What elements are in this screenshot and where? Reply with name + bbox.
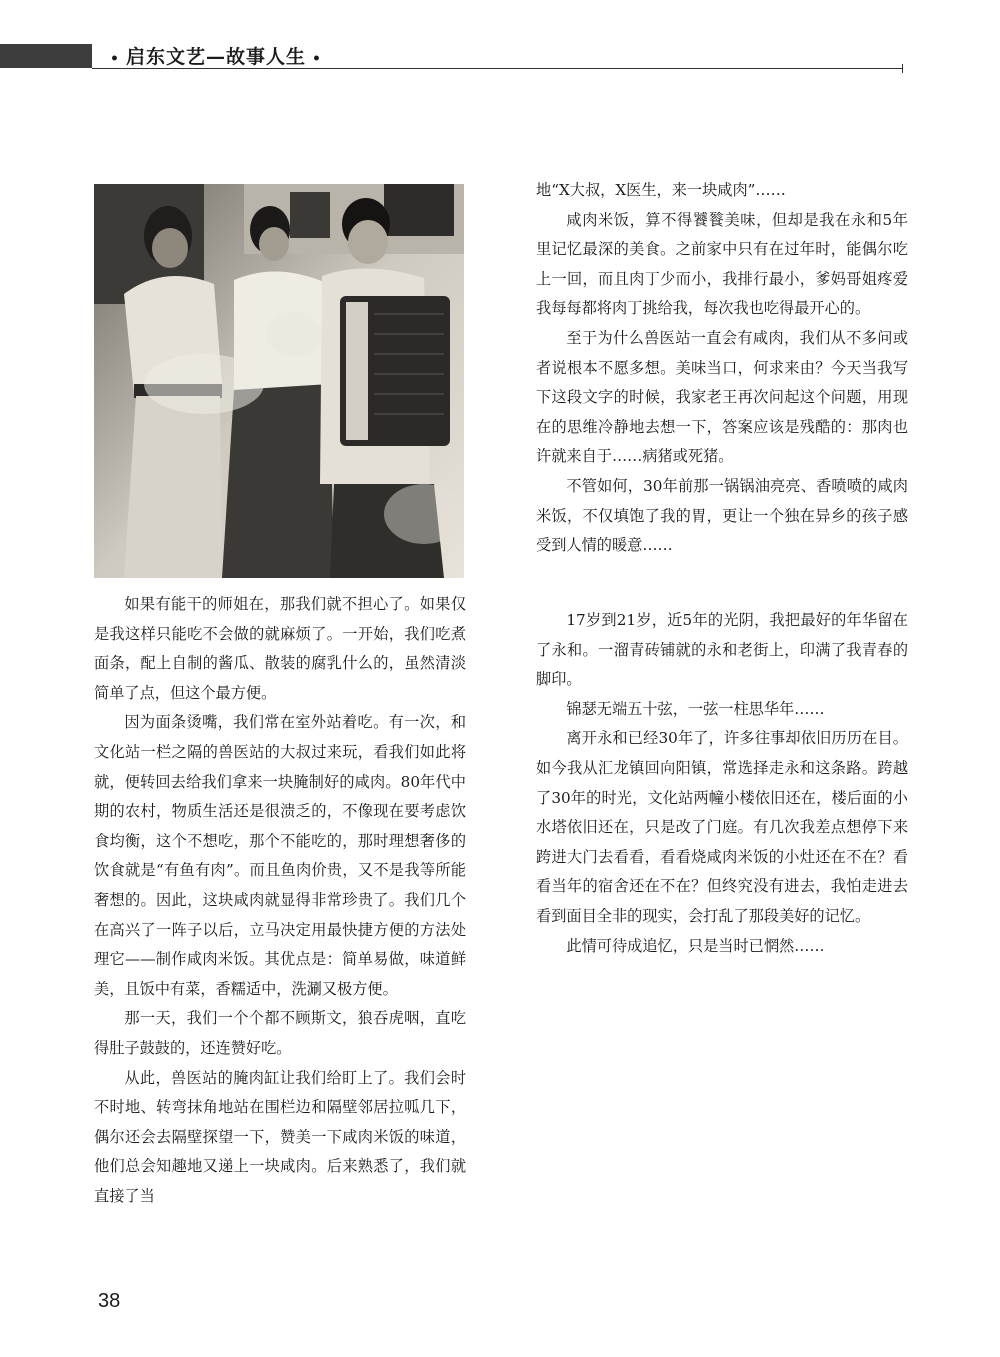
paragraph: 此情可待成追忆，只是当时已惘然…… xyxy=(566,936,825,955)
right-column-top xyxy=(536,176,908,561)
header-rule-end-tick xyxy=(902,64,903,73)
header-dot-left: • xyxy=(110,51,120,67)
page-number: 38 xyxy=(98,1290,121,1312)
paragraph: 17岁到21岁，近5年的光阴，我把最好的年华留在了永和。一溜青砖铺就的永和老街上，印满了我青春的脚印。 xyxy=(536,611,908,689)
paragraph: 咸肉米饭，算不得饕餮美味，但却是我在永和5年里记忆最深的美食。之前家中只有在过年时，能偶尔吃上一回，而且肉丁少而小，我排行最小，爹妈哥姐疼爱我每每都将肉丁挑给我，每次我也吃得最开心的。 xyxy=(536,210,908,318)
paragraph: 那一天，我们一个个都不顾斯文，狼吞虎咽，直吃得肚子鼓鼓的，还连赞好吃。 xyxy=(94,1009,466,1057)
paragraph: 从此，兽医站的腌肉缸让我们给盯上了。我们会时不时地、转弯抹角地站在围栏边和隔壁邻居拉呱几下，偶尔还会去隔壁探望一下，赞美一下咸肉米饭的味道，他们总会知趣地又递上一块咸肉。后来熟悉了，我们就直接了当 xyxy=(94,1068,466,1205)
continued-line: 地“X大叔，X医生，来一块咸肉”…… xyxy=(536,181,786,199)
paragraph: 锦瑟无端五十弦，一弦一柱思华年…… xyxy=(566,699,825,718)
paragraph: 因为面条烫嘴，我们常在室外站着吃。有一次，和文化站一栏之隔的兽医站的大叔过来玩，看我们如此将就，便转回去给我们拿来一块腌制好的咸肉。80年代中期的农村，物质生活还是很溃乏的，不像现在要考虑饮食均衡，这个不想吃，那个不能吃的，那时理想奢侈的饮食就是“有鱼有肉”。而且鱼肉价贵，又不是我等所能奢想的。因此，这块咸肉就显得非常珍贵了。我们几个在高兴了一阵子以后，立马决定用最快捷方便的方法处理它——制作咸肉米饭。其优点是：简单易做，味道鲜美，且饭中有菜，香糯适中，洗涮又极方便。 xyxy=(94,713,466,998)
left-column xyxy=(94,590,466,1211)
section-header xyxy=(104,44,328,70)
header-dark-bar xyxy=(0,44,92,68)
paragraph: 离开永和已经30年了，许多往事却依旧历历在目。如今我从汇龙镇回向阳镇，常选择走永和这条路。跨越了30年的时光，文化站两幢小楼依旧还在，楼后面的小水塔依旧还在，只是改了门庭。有几次我差点想停下来跨进大门去看看，看看烧咸肉米饭的小灶还在不在？看看当年的宿舍还在不在？但终究没有进去，我怕走进去看到面目全非的现实，会打乱了那段美好的记忆。 xyxy=(536,729,908,925)
header-title-right: 故事人生 xyxy=(225,46,306,68)
header-dot-right: • xyxy=(311,51,322,67)
paragraph: 如果有能干的师姐在，那我们就不担心了。如果仅是我这样只能吃不会做的就麻烦了。一开始，我们吃煮面条，配上自制的酱瓜、散装的腐乳什么的，虽然清淡简单了点，但这个最方便。 xyxy=(94,595,466,702)
vintage-photo xyxy=(94,184,464,578)
header-rule xyxy=(92,68,902,69)
photo-illustration xyxy=(94,184,464,578)
header-title-left: 启东文艺 xyxy=(125,46,206,68)
right-column-bottom xyxy=(536,606,908,961)
paragraph: 不管如何，30年前那一锅锅油亮亮、香喷喷的咸肉米饭，不仅填饱了我的胃，更让一个独在异乡的孩子感受到人情的暖意…… xyxy=(536,476,908,555)
paragraph: 至于为什么兽医站一直会有咸肉，我们从不多问或者说根本不愿多想。美味当口，何求来由？今天当我写下这段文字的时候，我家老王再次问起这个问题，用现在的思维冷静地去想一下，答案应该是残酷的：那肉也许就来自于……病猪或死猪。 xyxy=(536,328,908,466)
header-dash: — xyxy=(205,46,226,68)
